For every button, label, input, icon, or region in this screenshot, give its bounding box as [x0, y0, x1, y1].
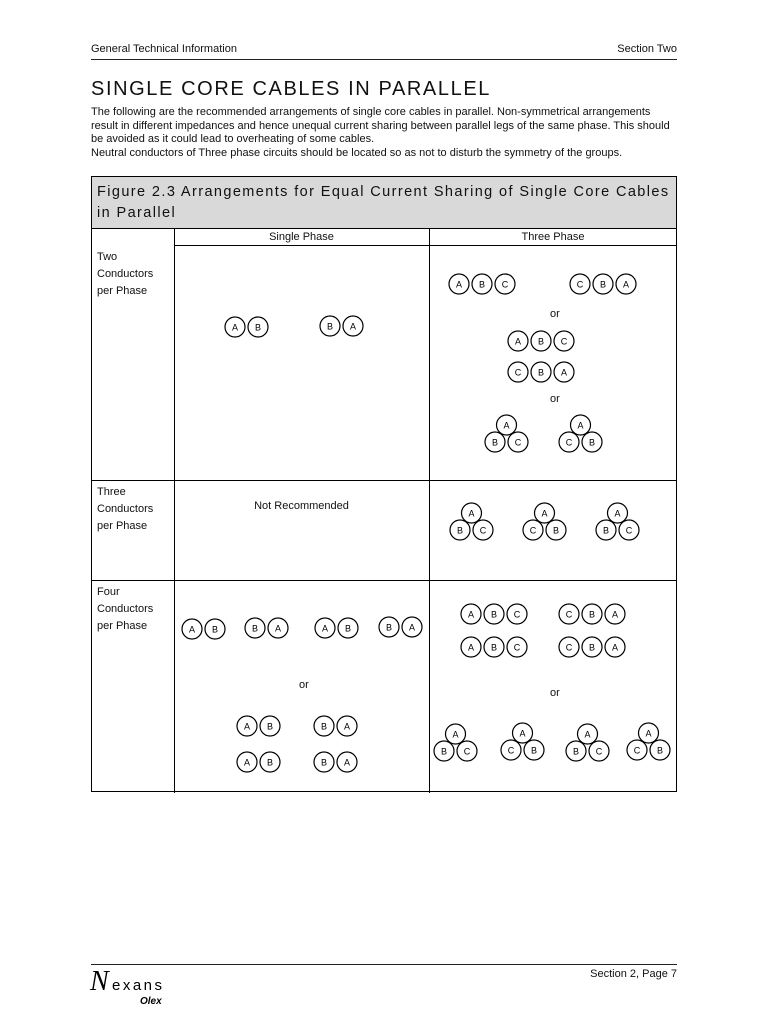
column-header-single-phase: Single Phase: [269, 231, 334, 243]
cable-label: C: [565, 609, 573, 620]
nexans-logo-icon: [88, 964, 188, 1010]
cable-label: B: [552, 525, 560, 536]
cable-label: C: [463, 746, 471, 757]
cable-label: B: [440, 746, 448, 757]
cable-label: A: [452, 729, 459, 740]
cable-arrangements: [92, 177, 676, 793]
cable-label: A: [468, 508, 475, 519]
cable-label: A: [467, 609, 475, 620]
cable-label: A: [188, 624, 196, 635]
intro-text: [91, 106, 679, 160]
cable-label: B: [588, 437, 596, 448]
cable-label: A: [503, 420, 510, 431]
cable-label: C: [514, 437, 522, 448]
cable-label: B: [602, 525, 610, 536]
cable-label: A: [408, 622, 416, 633]
cable-label: C: [513, 642, 521, 653]
cable-label: B: [326, 321, 334, 332]
header-left: General Technical Information: [91, 43, 237, 55]
logo-sub: Olex: [140, 996, 162, 1007]
nexans-logo: [88, 964, 188, 1010]
cable-label: B: [320, 757, 328, 768]
cable-label: A: [614, 508, 621, 519]
cable-label: B: [344, 623, 352, 634]
cable-label: A: [231, 322, 239, 333]
column-header-three-phase: Three Phase: [521, 231, 585, 243]
cable-label: C: [625, 525, 633, 536]
cable-label: A: [577, 420, 584, 431]
logo-initial: N: [90, 966, 109, 997]
header-right: Section Two: [617, 43, 677, 55]
cable-label: A: [243, 757, 251, 768]
cable-label: A: [349, 321, 357, 332]
cable-label: A: [243, 721, 251, 732]
cable-label: C: [529, 525, 537, 536]
row-label-four-conductors: Four Conductors per Phase: [97, 586, 154, 632]
cable-label: A: [274, 623, 282, 634]
cable-label: B: [572, 746, 580, 757]
cable-label: B: [599, 279, 607, 290]
cable-label: B: [251, 623, 259, 634]
or-label: or: [550, 308, 560, 320]
intro-paragraph-2: Neutral conductors of Three phase circuits should be located so as not to disturb the symmetry of the groups.: [91, 146, 623, 159]
cable-label: B: [478, 279, 486, 290]
cable-label: C: [560, 336, 568, 347]
cable-label: A: [321, 623, 329, 634]
cable-label: B: [537, 367, 545, 378]
cable-label: A: [514, 336, 522, 347]
or-label: or: [550, 687, 560, 699]
cable-label: A: [541, 508, 548, 519]
cable-label: B: [588, 642, 596, 653]
figure-table: [91, 176, 677, 792]
cable-label: A: [611, 642, 619, 653]
page-header: [91, 43, 677, 59]
intro-paragraph-1: The following are the recommended arrangements of single core cables in parallel. Non-symmetrical arrangements result in different impedances and hence unequal current sharing between parallel legs of the same phase. This should be avoided as it could lead to overheating of some cables.: [91, 106, 670, 146]
cable-label: A: [611, 609, 619, 620]
cable-label: C: [513, 609, 521, 620]
cable-label: B: [530, 745, 538, 756]
cable-label: C: [507, 745, 515, 756]
or-label: or: [550, 393, 560, 405]
figure-caption: Figure 2.3 Arrangements for Equal Current Sharing of Single Core Cables in Parallel: [92, 177, 676, 229]
cable-label: B: [588, 609, 596, 620]
cable-label: B: [456, 525, 464, 536]
cable-label: A: [343, 757, 351, 768]
not-recommended-text: Not Recommended: [254, 500, 349, 512]
cable-label: B: [385, 622, 393, 633]
cable-label: B: [490, 642, 498, 653]
header-rule: [91, 59, 677, 60]
cable-label: A: [467, 642, 475, 653]
cable-label: B: [656, 745, 664, 756]
cable-label: A: [455, 279, 463, 290]
cable-label: C: [514, 367, 522, 378]
row-label-three-conductors: Three Conductors per Phase: [97, 486, 154, 532]
cable-label: C: [565, 437, 573, 448]
or-label: or: [299, 679, 309, 691]
logo-wordmark: exans: [112, 977, 165, 994]
page-number: Section 2, Page 7: [590, 968, 677, 980]
cable-label: A: [645, 728, 652, 739]
cable-label: A: [560, 367, 568, 378]
cable-label: C: [595, 746, 603, 757]
cable-label: C: [479, 525, 487, 536]
cable-label: A: [519, 728, 526, 739]
page-title: SINGLE CORE CABLES IN PARALLEL: [91, 78, 491, 100]
cable-label: A: [622, 279, 630, 290]
cable-label: B: [491, 437, 499, 448]
cable-label: B: [266, 721, 274, 732]
cable-label: B: [266, 757, 274, 768]
cable-label: C: [633, 745, 641, 756]
cable-label: C: [501, 279, 509, 290]
cable-label: B: [211, 624, 219, 635]
cable-label: C: [576, 279, 584, 290]
cable-label: B: [490, 609, 498, 620]
cable-label: B: [537, 336, 545, 347]
cable-label: B: [320, 721, 328, 732]
cable-label: A: [584, 729, 591, 740]
cable-label: A: [343, 721, 351, 732]
cable-label: B: [254, 322, 262, 333]
cable-label: C: [565, 642, 573, 653]
row-label-two-conductors: Two Conductors per Phase: [97, 251, 154, 297]
